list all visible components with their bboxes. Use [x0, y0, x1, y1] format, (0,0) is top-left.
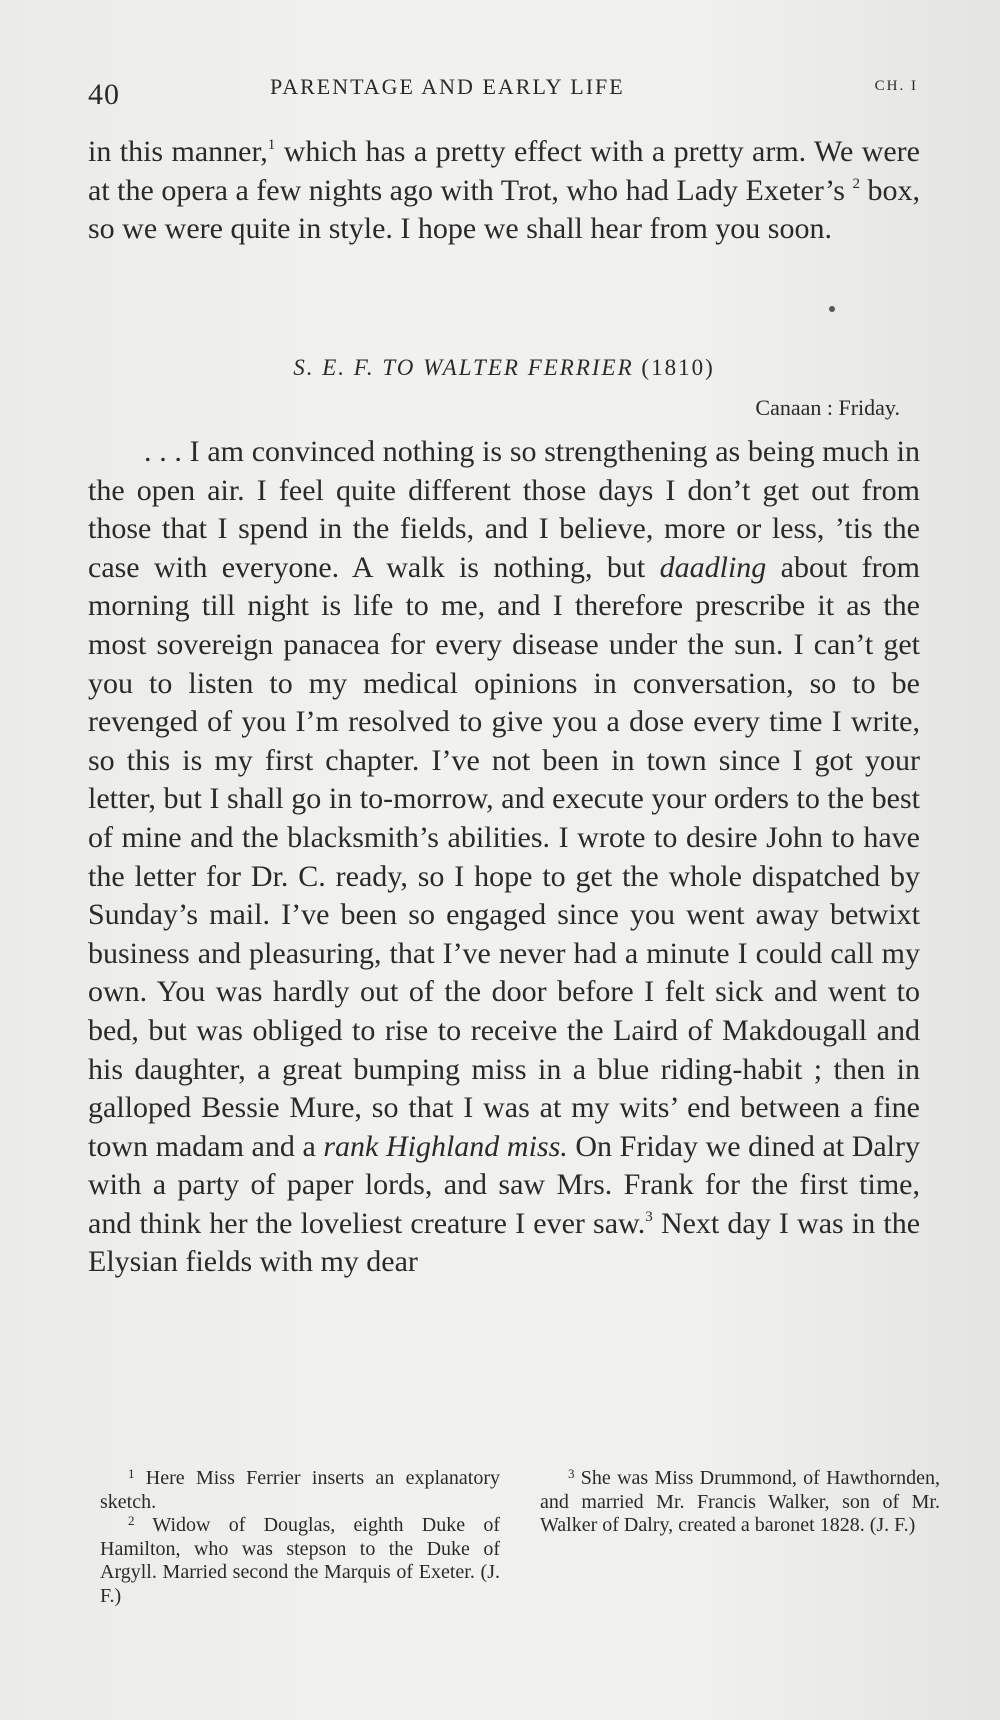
letter-body-italic-2: rank Highland miss. — [323, 1129, 568, 1163]
letter-dateline: Canaan : Friday. — [755, 395, 900, 420]
letter-heading — [88, 355, 920, 381]
footnote-2 — [100, 1514, 500, 1608]
footnotes-left-column — [100, 1467, 500, 1608]
intro-text-part-2: which has a pretty effect with a pretty arm. We were at the opera a few nights ago with Trot, who had Lady Exeter’s — [88, 135, 920, 207]
footnote-ref-3: 3 — [645, 1208, 653, 1225]
letter-body-part-2: about from morning till night is life to me, and I therefore prescribe it as the most sovereign panacea for every disease under the sun. I can’t get you to listen to my medical opinions in conversation, so to be revenged of you I’m resolved to give you a dose every time I write, so this is my first chapter. I’ve not been in town since I got your letter, but I shall go in to-morrow, and execute your orders to the best of mine and the blacksmith’s abilities. I wrote to desire John to have the letter for Dr. C. ready, so I hope to get the whole dispatched by Sunday’s mail. I’ve been so engaged since you went away betwixt business and pleasuring, that I’ve never had a minute I could call my own. You was hardly out of the door before I felt sick and went to bed, but was obliged to rise to receive the Laird of Makdougall and his daughter, a great bumping miss in a blue riding-habit ; then in galloped Bessie Mure, so that I was at my wits’ end between a fine town madam and a — [88, 550, 921, 1163]
letter-heading-names: S. E. F. TO WALTER FERRIER — [293, 355, 634, 380]
footnote-3 — [540, 1467, 940, 1538]
footnote-1-text: Here Miss Ferrier inserts an explanatory sketch. — [100, 1467, 500, 1513]
footnote-ref-1: 1 — [267, 137, 276, 153]
footnote-3-text: She was Miss Drummond, of Hawthornden, and married Mr. Francis Walker, son of Mr. Walker of Dalry, created a baronet 1828. (J. F.) — [540, 1467, 940, 1536]
letter-body-part-3: On Friday we dined at Dalry with a party of paper lords, and saw Mrs. Frank for the first time, and think her the loveliest creature I ever saw. — [88, 1129, 921, 1240]
footnote-2-text: Widow of Douglas, eighth Duke of Hamilton, who was stepson to the Duke of Argyll. Married second the Marquis of Exeter. (J. F.) — [100, 1514, 500, 1607]
footnote-2-mark: 2 — [128, 1513, 135, 1528]
letter-body-italic-1: daadling — [659, 550, 767, 584]
running-head — [88, 70, 918, 110]
letter-body — [88, 433, 920, 1282]
footnote-1 — [100, 1467, 500, 1514]
intro-paragraph — [88, 133, 920, 249]
letter-body-text — [88, 433, 920, 1282]
running-title: PARENTAGE AND EARLY LIFE — [270, 74, 625, 99]
page-number: 40 — [88, 78, 120, 111]
intro-text-part-3: box, so we were quite in style. I hope we shall hear from you soon. — [88, 173, 920, 246]
footnotes-right-column — [540, 1467, 940, 1538]
intro-text-part-1: in this manner, — [88, 135, 268, 168]
letter-heading-year: (1810) — [633, 355, 715, 380]
ink-dot — [829, 306, 835, 312]
letter-body-part-1: . . . I am convinced nothing is so strengthening as being much in the open air. I feel quite different those days I don’t get out from those that I spend in the fields, and I believe, more or less, ’tis the case with everyone. A walk is nothing, but — [88, 435, 920, 584]
footnote-ref-2: 2 — [852, 175, 860, 192]
letter-body-part-4: Next day I was in the Elysian fields with my dear — [88, 1206, 921, 1279]
footnote-1-mark: 1 — [128, 1466, 135, 1481]
intro-text — [88, 133, 920, 249]
chapter-mark: CH. I — [874, 78, 918, 94]
footnote-3-mark: 3 — [568, 1466, 575, 1481]
